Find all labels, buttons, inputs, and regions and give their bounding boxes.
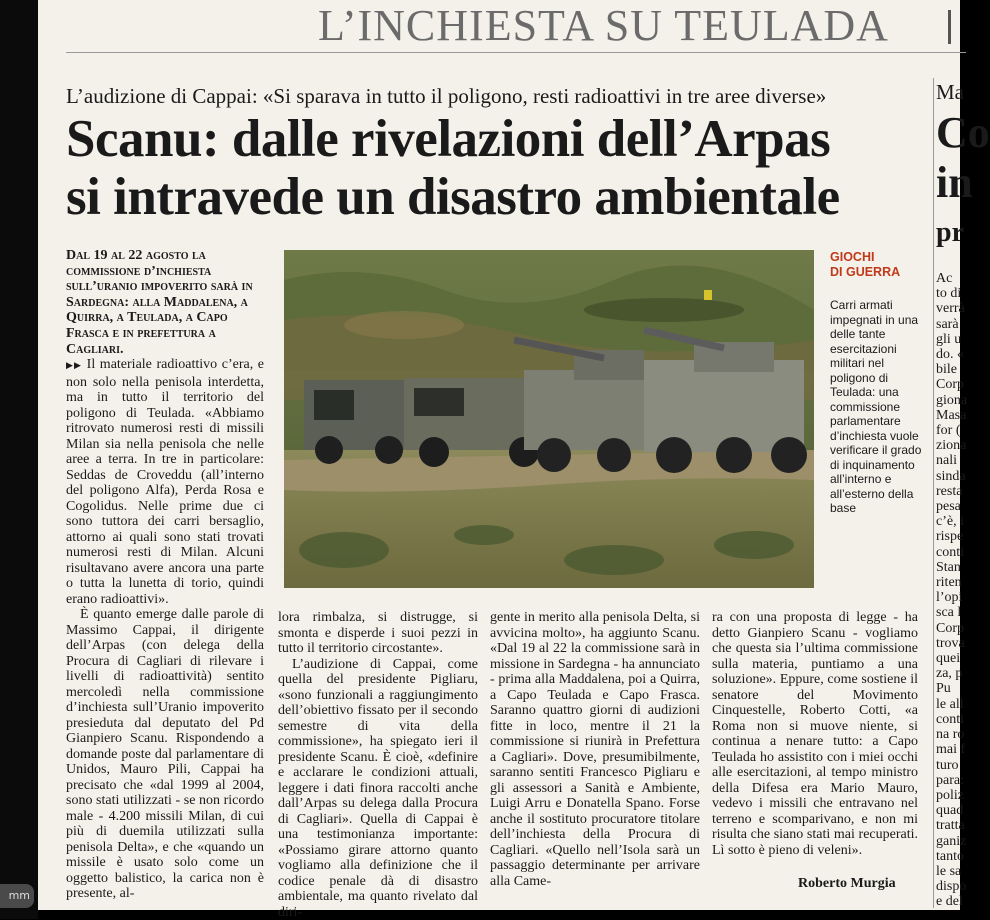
body-paragraph	[66, 357, 264, 607]
adjacent-body-line: Corp	[936, 621, 960, 636]
left-screen-edge	[0, 0, 38, 919]
double-arrow-icon: ▶▶	[66, 361, 82, 371]
adjacent-body-line: Pu	[936, 681, 960, 696]
article-byline: Roberto Murgia	[798, 876, 896, 892]
adjacent-body-line: e del	[936, 894, 960, 909]
body-paragraph: gente in merito alla penisola Delta, si avvicina molto», ha aggiunto Scanu. «Dal 19 al 22 la commissione sarà in missione in Sardegna - ha annunciato - prima alla Maddalena, poi a Quirra, a Capo Teulada e Capo Frasca. Saranno quattro giorni di audizioni fitte in loco, mentre il 21 la commissione si riunirà in Prefettura a Cagliari». Dove, presumibilmente, saranno sentiti Francesco Pigliaru e gli assessori a Sanità e Ambiente, Luigi Arru e Donatella Spano. Forse anche il sostituto procuratore titolare dell’inchiesta della Procura di Cagliari. «Quello nell’Isola sarà un passaggio determinante per arrivare alla Came-	[490, 610, 700, 889]
adjacent-headline-line-3: pr	[936, 211, 960, 255]
caption-title-line-2: DI GUERRA	[830, 265, 922, 280]
adjacent-body-line: Ac	[936, 271, 960, 286]
adjacent-body-line: ziona	[936, 438, 960, 453]
adjacent-body-line: quei	[936, 651, 960, 666]
adjacent-body	[936, 271, 960, 910]
tanks-photo-image	[284, 250, 814, 588]
tanks-photo	[284, 250, 814, 588]
adjacent-body-line: to di	[936, 286, 960, 301]
adjacent-body-line: c’è, i	[936, 514, 960, 529]
adjacent-body-line: poliz	[936, 788, 960, 803]
adjacent-body-line: pesa	[936, 499, 960, 514]
adjacent-body-line: giona	[936, 393, 960, 408]
paragraph-text: Il materiale radioattivo c’era, e non solo nella penisola interdetta, ma in tutto il territorio del poligono di Teulada. «Abbiamo ritrovato numerosi resti di missili Milan sia nella penisola che nelle aree a terra. In tre in particolare: Seddas de Croveddu (all’interno del poligono Alfa), Perda Rosa e Cogolidus. Nelle prime due ci sono tuttora dei carri bersaglio, attorno ai quali sono stati trovati numerosi resti di Milan. Alcuni risultavano avere ancora una parte o tutta la lunetta di torio, quindi erano radioattivi».	[66, 357, 264, 607]
caption-title-line-1: GIOCHI	[830, 250, 922, 265]
body-paragraph: ra con una proposta di legge - ha detto Gianpiero Scanu - vogliamo che questa sia l’ultima commissione sulla materia, puntiamo a una soluzione». Eppure, come sostiene il senatore del Movimento Cinquestelle, Roberto Cotti, «a Roma non si muove niente, si continua a nenare tutto: a Capo Teulada ho assistito con i miei occhi alle esercitazioni, al tempo ministro della Difesa era Mario Mauro, vedevo i missili che entravano nel terreno e scomparivano, e non mi risulta che siano stati mai recuperati. Lì sotto è pieno di veleni».	[712, 610, 918, 858]
adjacent-body-line: le all	[936, 697, 960, 712]
adjacent-body-line: gli u	[936, 332, 960, 347]
adjacent-body-line: rispe	[936, 529, 960, 544]
adjacent-body-line: nali	[936, 453, 960, 468]
adjacent-body-line: tanto	[936, 849, 960, 864]
body-paragraph: lora rimbalza, si distrugge, si smonta e disperde i suoi pezzi in tutto il territorio circostante».	[278, 610, 478, 657]
adjacent-kicker: Ma	[936, 80, 960, 105]
article-kicker: L’audizione di Cappai: «Si sparava in tutto il poligono, resti radioattivi in tre aree diverse»	[66, 84, 956, 109]
adjacent-body-line: Stan	[936, 560, 960, 575]
adjacent-body-line: sarà	[936, 317, 960, 332]
newspaper-page	[38, 0, 960, 910]
column-rule	[933, 78, 934, 908]
adjacent-body-line: Corp	[936, 377, 960, 392]
article-lead: Dal 19 al 22 agosto la commissione d’inchiesta sull’uranio impoverito sarà in Sardegna: alla Maddalena, a Quirra, a Teulada, a Capo Frasca e in prefettura a Cagliari.	[66, 248, 264, 357]
adjacent-body-line: do. «	[936, 347, 960, 362]
adjacent-body-line: na ro	[936, 727, 960, 742]
photo-caption	[830, 250, 922, 516]
adjacent-body-line: resta	[936, 484, 960, 499]
adjacent-body-line: conti	[936, 712, 960, 727]
adjacent-body-line: mai f	[936, 742, 960, 757]
adjacent-body-line: bile	[936, 362, 960, 377]
article-headline	[66, 110, 926, 226]
section-title: L’INCHIESTA SU TEULADA	[318, 2, 978, 50]
adjacent-body-line: trova	[936, 636, 960, 651]
body-paragraph: L’audizione di Cappai, come quella del presidente Pigliaru, «sono funzionali a raggiungimento dell’obiettivo fissato per il secondo semestre di vita della commissione», ha spiegato ieri il presidente Scanu. È cioè, «definire e acclarare le condizioni attuali, leggere i dati finora raccolti anche dall’Arpas su delega dalla Procura di Cagliari». Quella di Cappai è una testimonianza importante: «Possiamo girare attorno quanto vogliamo alla definizione che il codice penale dà di disastro ambientale, ma quanto rivelato dal diri-	[278, 657, 478, 920]
article-column-1	[66, 248, 264, 902]
section-divider	[948, 10, 951, 44]
adjacent-body-line: dispo	[936, 879, 960, 894]
adjacent-body-line: tratta	[936, 818, 960, 833]
adjacent-body-line: sinda	[936, 469, 960, 484]
adjacent-body-line: l’opi	[936, 590, 960, 605]
adjacent-headline-line-2: in	[936, 161, 960, 205]
zoom-control-tab[interactable]: mm	[0, 884, 34, 908]
adjacent-body-line: para:	[936, 773, 960, 788]
caption-title	[830, 250, 922, 280]
adjacent-body-line: quad	[936, 803, 960, 818]
adjacent-body-line: Masa	[936, 408, 960, 423]
headline-line-2: si intravede un disastro ambientale	[66, 168, 926, 226]
adjacent-body-line: turo	[936, 758, 960, 773]
adjacent-body-line: conti	[936, 545, 960, 560]
caption-text: Carri armati impegnati in una delle tante esercitazioni militari nel poligono di Teulada: una commissione parlamentare d’inchiesta vuole verificare il grado di inquinamento all’interno e all’esterno della base	[830, 298, 922, 516]
adjacent-body-line: for (	[936, 423, 960, 438]
adjacent-body-line: sca l	[936, 605, 960, 620]
adjacent-body-line: le sa	[936, 864, 960, 879]
headline-line-1: Scanu: dalle rivelazioni dell’Arpas	[66, 110, 926, 168]
adjacent-headline-line-1: Co	[936, 111, 960, 155]
adjacent-body-line: riten	[936, 575, 960, 590]
article-column-3	[490, 610, 700, 889]
article-column-2	[278, 610, 478, 920]
header-rule	[66, 52, 966, 53]
adjacent-body-line: ganiz	[936, 834, 960, 849]
adjacent-article	[936, 80, 960, 910]
article-column-4	[712, 610, 918, 858]
adjacent-body-line: za, p	[936, 666, 960, 681]
adjacent-body-line: verrà	[936, 301, 960, 316]
body-paragraph: È quanto emerge dalle parole di Massimo Cappai, il dirigente dell’Arpas (con delega della Procura di Cagliari di rilevare i livelli di radioattività) sentito mercoledì nella commissione d’inchiesta sull’Uranio impoverito presieduta dal deputato del Pd Gianpiero Scanu. Rispondendo a domande poste dal parlamentare di Unidos, Mauro Pili, Cappai ha precisato che «dal 1999 al 2004, sono stati utilizzati - se non ricordo male - 4.200 missili Milan, di cui più di duemila utilizzati sulla penisola Delta», e che «quando un missile è usato solo come un oggetto balistico, la carica non è presente, al-	[66, 607, 264, 902]
